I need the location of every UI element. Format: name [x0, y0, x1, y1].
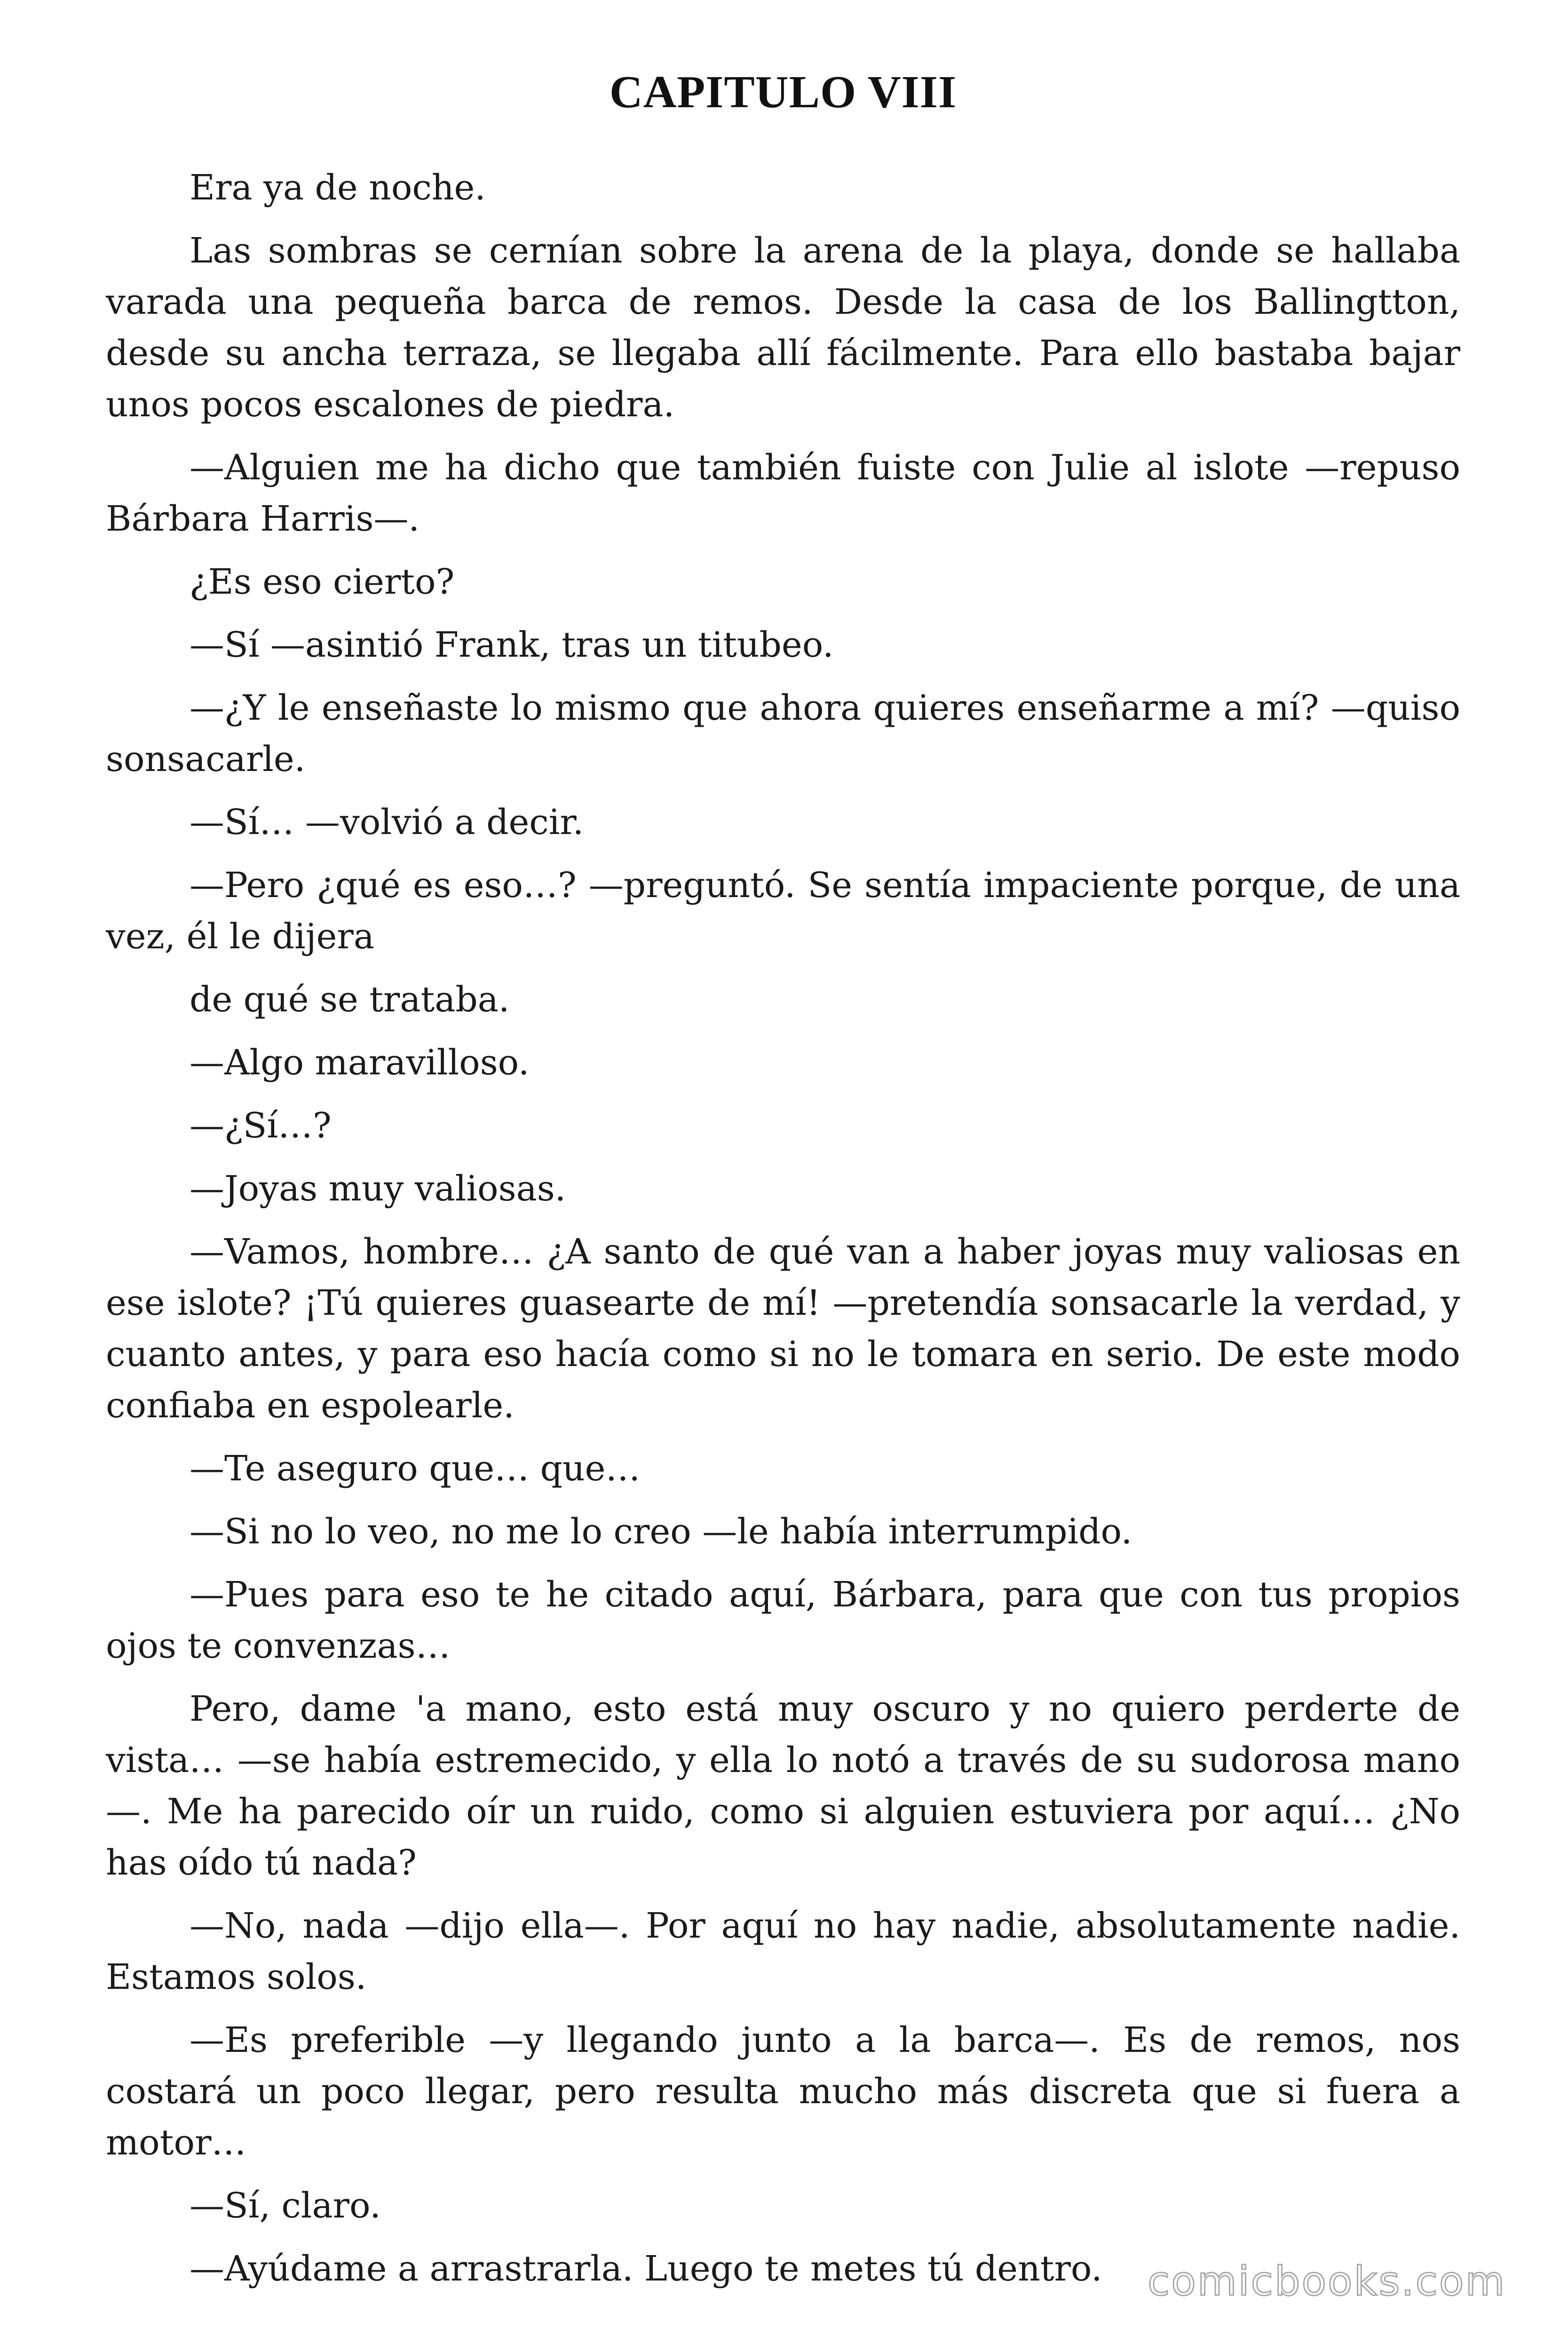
book-page: [106, 0, 1460, 2352]
watermark: comicbooks.com: [1148, 2258, 1506, 2305]
paragraph: —Algo maravilloso.: [190, 1042, 530, 1083]
paragraph: de qué se trataba.: [190, 979, 510, 1020]
body-text: [106, 162, 1460, 2306]
paragraph: Las sombras se cernían sobre la arena de la playa, donde se hallaba varada una pequeña barca de remos. Desde la casa de los Ballingtton, desde su ancha terraza, se llegaba allí fácilmente. Para ello bastaba bajar unos pocos escalones de piedra.: [106, 230, 1460, 425]
paragraph: Era ya de noche.: [190, 167, 486, 208]
paragraph: —Pues para eso te he citado aquí, Bárbara, para que con tus propios ojos te convenzas…: [106, 1574, 1460, 1666]
paragraph: —Ayúdame a arrastrarla. Luego te metes tú dentro.: [190, 2249, 1102, 2289]
paragraph: —Joyas muy valiosas.: [190, 1168, 566, 1209]
paragraph: —Sí… —volvió a decir.: [190, 802, 584, 842]
paragraph: —Vamos, hombre… ¿A santo de qué van a haber joyas muy valiosas en ese islote? ¡Tú quieres guasearte de mí! —pretendía sonsacarle la verdad, y cuanto antes, y para eso hacía como si no le tomara en serio. De este modo confiaba en espolearle.: [106, 1232, 1460, 1426]
chapter-title: CAPITULO VIII: [609, 67, 957, 118]
paragraph: —¿Y le enseñaste lo mismo que ahora quieres enseñarme a mí? —quiso sonsacarle.: [106, 688, 1460, 779]
paragraph: —Sí, claro.: [190, 2185, 381, 2226]
paragraph: —Te aseguro que… que…: [190, 1448, 641, 1489]
paragraph: —Pero ¿qué es eso…? —preguntó. Se sentía impaciente porque, de una vez, él le dijera: [106, 865, 1460, 957]
paragraph: ¿Es eso cierto?: [190, 562, 455, 602]
paragraph: —Si no lo veo, no me lo creo —le había interrumpido.: [190, 1511, 1132, 1552]
paragraph: —Sí —asintió Frank, tras un titubeo.: [190, 625, 834, 665]
paragraph: —Alguien me ha dicho que también fuiste con Julie al islote —repuso Bárbara Harris—.: [106, 447, 1460, 539]
paragraph: —Es preferible —y llegando junto a la barca—. Es de remos, nos costará un poco llegar, pero resulta mucho más discreta que si fuera a motor…: [106, 2020, 1460, 2163]
paragraph: —No, nada —dijo ella—. Por aquí no hay nadie, absolutamente nadie. Estamos solos.: [106, 1906, 1460, 1997]
paragraph: Pero, dame 'a mano, esto está muy oscuro y no quiero perderte de vista… —se había estremecido, y ella lo notó a través de su sudorosa mano—. Me ha parecido oír un ruido, como si alguien estuviera por aquí… ¿No has oído tú nada?: [106, 1689, 1460, 1883]
paragraph: —¿Sí…?: [190, 1105, 332, 1146]
